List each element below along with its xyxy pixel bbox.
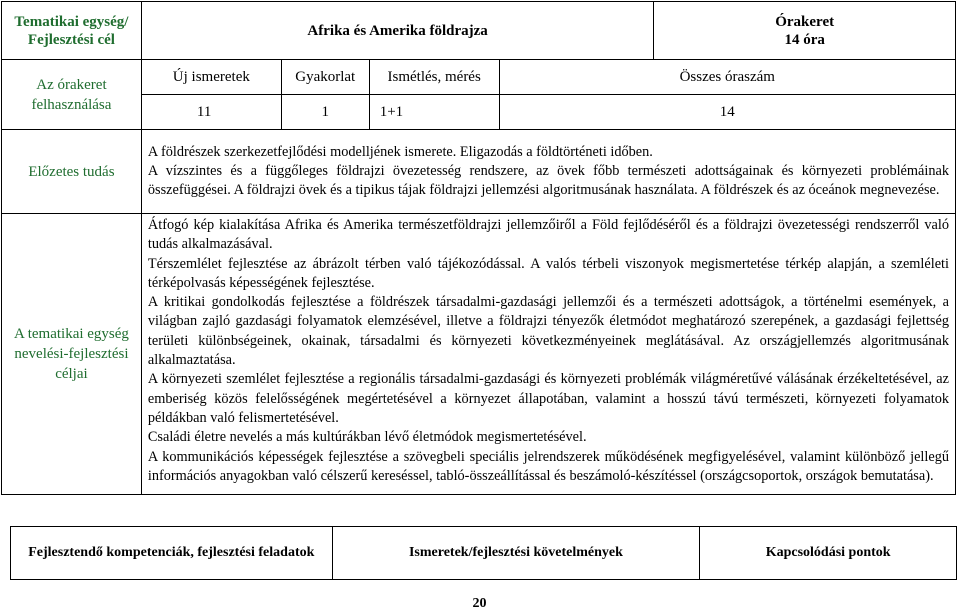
topic-label-cell [2,2,142,60]
goals-label-line2: nevelési-fejlesztési [14,346,129,362]
hours-value: 14 óra [784,31,825,48]
total-hours-header: Összes óraszám [499,60,955,95]
prior-paragraph: A földrészek szerkezetfejlődési modelljének ismerete. Eligazodás a földtörténeti időben. [147,143,653,160]
prior-knowledge-label: Előzetes tudás [2,130,142,214]
requirements-header-table [10,526,957,580]
review-value: 1+1 [369,95,499,130]
new-knowledge-header: Új ismeretek [141,60,281,95]
connections-header: Kapcsolódási pontok [700,527,957,580]
goal-paragraph: Átfogó kép kialakítása Afrika és Amerika természetföldrajzi jellemzőiről a Föld fejlődéséről és a földrajzi övezetességi rendszerről való tudás alkalmazásával. [147,217,949,253]
goals-label [2,214,142,495]
review-header: Ismétlés, mérés [369,60,499,95]
goal-paragraph: A kritikai gondolkodás fejlesztése a földrészek társadalmi-gazdasági jellemzői és a természeti adottságok, a történelmi események, a világban zajló gazdasági folyamatok elemzésével, illetve a földrajzi tényezők életmódot meghatározó szerepének, a gazdasági fejlettség területi különbségeinek, okainak, társadalmi és környezeti következményeinek meglátásával. Az országjellemzés algoritmusának alkalmaztatása. [147,294,949,369]
requirements-header: Ismeretek/fejlesztési követelmények [332,527,700,580]
hours-usage-label-line2: felhasználása [31,96,112,113]
topic-table [1,1,956,495]
goal-paragraph: Térszemlélet fejlesztése az ábrázolt térben való tájékozódással. A valós térbeli viszonyok megismertetése térkép alapján, a szemléleti térképolvasás képességének fejlesztése. [147,255,949,291]
total-hours-value: 14 [499,95,955,130]
page-number: 20 [472,596,487,611]
goal-paragraph: A kommunikációs képességek fejlesztése a szövegbeli speciális jelrendszerek működésének megfigyelésével, valamint különböző jellegű információs anyagokban való célszerű kereséssel, tabló-összeállítással és beszámoló-készítéssel (országcsoportok, országok bemutatása). [147,448,949,484]
goals-text [141,214,955,495]
goals-label-line3: céljai [55,366,88,382]
hours-label: Órakeret [775,13,835,30]
hours-usage-label [2,60,142,130]
practice-value: 1 [281,95,369,130]
topic-title: Afrika és Amerika földrajza [141,2,653,60]
competencies-header: Fejlesztendő kompetenciák, fejlesztési feladatok [11,527,333,580]
goal-paragraph: A környezeti szemlélet fejlesztése a regionális társadalmi-gazdasági és környezeti problémák világméretűvé válásának érzékeltetésével, az emberiség közös felelősségének megértetésével a környezet állapotában, valamint a hosszú távú természeti, környezeti folyamatok példákban való felismertetésével. [147,371,949,426]
topic-label-line2: Fejlesztési cél [27,31,115,48]
topic-label-line1: Tematikai egység/ [14,13,129,30]
goals-label-line1: A tematikai egység [13,326,129,342]
hours-usage-label-line1: Az órakeret [36,76,107,93]
prior-paragraph: A vízszintes és a függőleges földrajzi övezetesség rendszere, az övek főbb természeti adottságainak és környezeti problémáinak összefüggései. A földrajzi övek és a tipikus tájak földrajzi jellemzési algoritmusának használata. A földrészek és az óceánok megnevezése. [147,162,949,199]
practice-header: Gyakorlat [281,60,369,95]
new-knowledge-value: 11 [141,95,281,130]
prior-knowledge-text [141,130,955,214]
goal-paragraph: Családi életre nevelés a más kultúrákban lévő életmódok megismertetésével. [147,429,587,446]
hours-cell [654,2,956,60]
